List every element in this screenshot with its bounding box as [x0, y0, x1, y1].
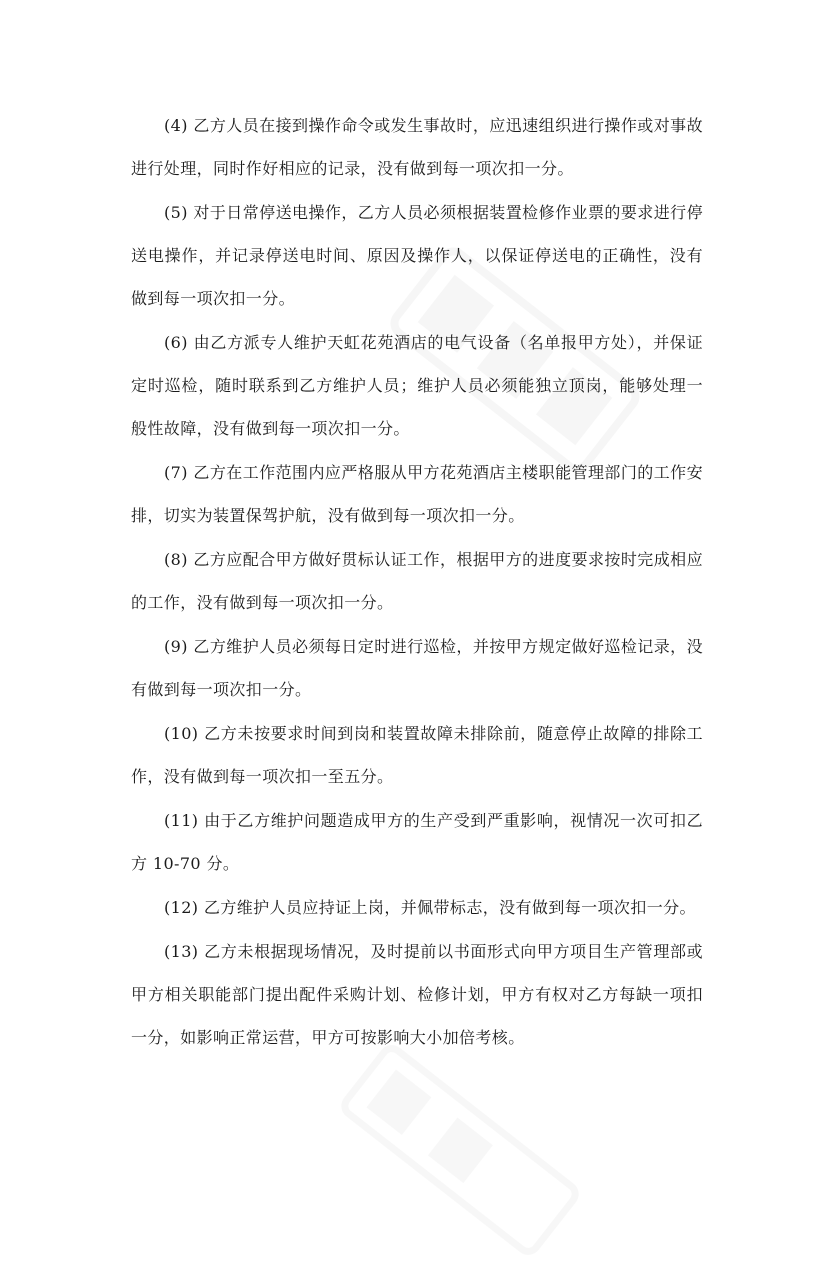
paragraph-6: (6) 由乙方派专人维护天虹花苑酒店的电气设备（名单报甲方处），并保证定时巡检，随时联系到乙方维护人员；维护人员必须能独立顶岗，能够处理一般性故障，没有做到每一项次扣一分。: [131, 333, 703, 438]
paragraph-4: (4) 乙方人员在接到操作命令或发生事故时，应迅速组织进行操作或对事故进行处理，同时作好相应的记录，没有做到每一项次扣一分。: [131, 116, 703, 178]
paragraph-8: (8) 乙方应配合甲方做好贯标认证工作，根据甲方的进度要求按时完成相应的工作，没有做到每一项次扣一分。: [131, 550, 703, 612]
paragraph-12: (12) 乙方维护人员应持证上岗，并佩带标志，没有做到每一项次扣一分。: [164, 898, 696, 917]
paragraph-7: (7) 乙方在工作范围内应严格服从甲方花苑酒店主楼职能管理部门的工作安排，切实为装置保驾护航，没有做到每一项次扣一分。: [131, 463, 703, 525]
watermark-logo-bottom-icon: [321, 1023, 600, 1277]
document-body: [131, 104, 703, 1060]
paragraph-13: (13) 乙方未根据现场情况，及时提前以书面形式向甲方项目生产管理部或甲方相关职能部门提出配件采购计划、检修计划，甲方有权对乙方每缺一项扣一分，如影响正常运营，甲方可按影响大小加倍考核。: [131, 942, 703, 1047]
paragraph-11: (11) 由于乙方维护问题造成甲方的生产受到严重影响，视情况一次可扣乙方 10-70 分。: [131, 811, 703, 873]
paragraph-5: (5) 对于日常停送电操作，乙方人员必须根据装置检修作业票的要求进行停送电操作，并记录停送电时间、原因及操作人，以保证停送电的正确性，没有做到每一项次扣一分。: [131, 203, 703, 308]
paragraph-10: (10) 乙方未按要求时间到岗和装置故障未排除前，随意停止故障的排除工作，没有做到每一项次扣一至五分。: [131, 724, 703, 786]
paragraph-9: (9) 乙方维护人员必须每日定时进行巡检，并按甲方规定做好巡检记录，没有做到每一项次扣一分。: [131, 637, 703, 699]
